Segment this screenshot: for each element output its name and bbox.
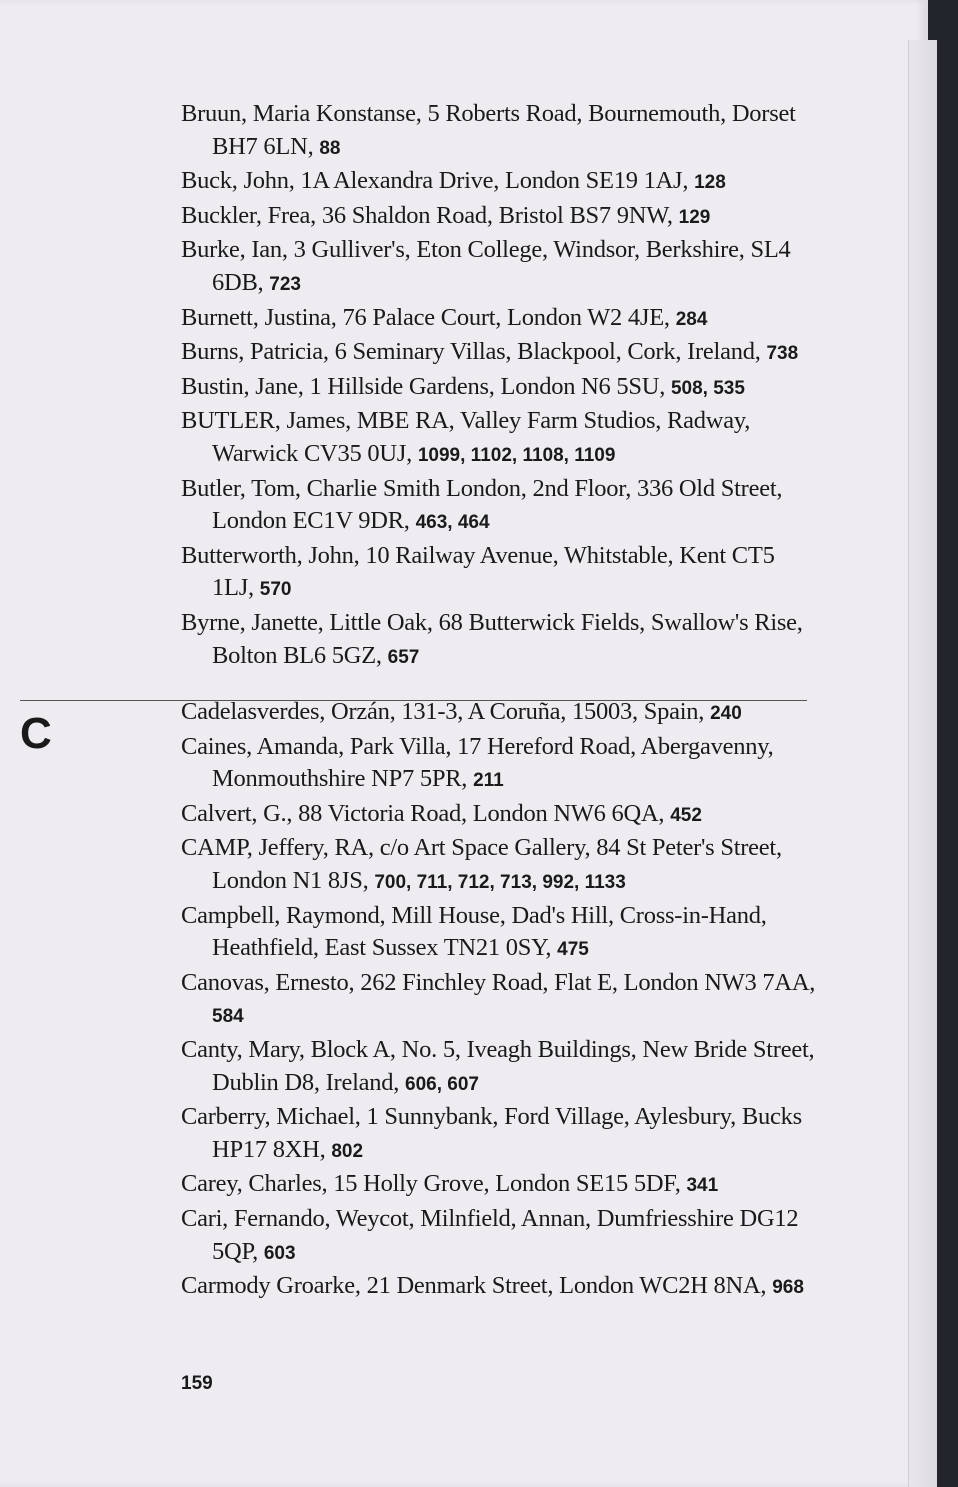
- entry-pages: 452: [670, 804, 702, 826]
- entry-text: Carey, Charles, 15 Holly Grove, London SE15 5DF,: [181, 1170, 681, 1198]
- entry-pages: 211: [473, 770, 504, 792]
- index-entry: [181, 234, 821, 301]
- entry-text: CAMP, Jeffery, RA, c/o Art Space Gallery, 84 St Peter's Street, London N1 8JS,: [181, 834, 782, 895]
- page-number: 159: [181, 1373, 213, 1394]
- entry-text: Buckler, Frea, 36 Shaldon Road, Bristol BS7 9NW,: [181, 201, 673, 229]
- section-divider: [20, 700, 807, 701]
- index-entry: [181, 798, 821, 833]
- index-entry: [181, 1203, 821, 1270]
- entry-pages: 284: [675, 308, 708, 330]
- index-entry: [181, 405, 821, 472]
- entry-pages: 700, 711, 712, 713, 992, 1133: [374, 872, 626, 894]
- entry-text: Carberry, Michael, 1 Sunnybank, Ford Village, Aylesbury, Bucks HP17 8XH,: [181, 1103, 802, 1163]
- index-entry: [181, 731, 821, 798]
- index-entry: [181, 900, 821, 967]
- entry-pages: 584: [212, 1006, 244, 1028]
- entry-text: Bustin, Jane, 1 Hillside Gardens, London N6 5SU,: [181, 372, 666, 400]
- section-gap: [181, 674, 821, 696]
- entry-text: Campbell, Raymond, Mill House, Dad's Hill, Cross-in-Hand, Heathfield, East Sussex TN21 0SY,: [181, 901, 767, 962]
- entry-text: Butler, Tom, Charlie Smith London, 2nd Floor, 336 Old Street, London EC1V 9DR,: [181, 474, 783, 535]
- index-entry: [181, 832, 821, 899]
- entry-pages: 1099, 1102, 1108, 1109: [417, 444, 616, 466]
- index-entry: [181, 1034, 821, 1101]
- entry-text: Canovas, Ernesto, 262 Finchley Road, Flat E, London NW3 7AA,: [181, 968, 816, 996]
- entry-pages: 128: [694, 172, 726, 194]
- index-entry: [181, 200, 821, 235]
- entry-text: Cari, Fernando, Weycot, Milnfield, Annan, Dumfriesshire DG12 5QP,: [181, 1205, 799, 1265]
- index-entry: [181, 473, 821, 540]
- section-letter: C: [20, 709, 52, 758]
- page-edge: [908, 40, 937, 1487]
- entry-text: Caines, Amanda, Park Villa, 17 Hereford Road, Abergavenny, Monmouthshire NP7 5PR,: [181, 732, 774, 793]
- entry-pages: 606, 607: [405, 1073, 479, 1095]
- index-entry: [181, 540, 821, 607]
- entry-pages: 723: [269, 273, 301, 295]
- entry-pages: 341: [686, 1175, 719, 1197]
- index-entry: [181, 607, 821, 674]
- entry-pages: 88: [319, 137, 341, 159]
- entry-pages: 463, 464: [415, 512, 490, 534]
- entry-text: Burke, Ian, 3 Gulliver's, Eton College, Windsor, Berkshire, SL4 6DB,: [181, 236, 791, 296]
- index-entry: [181, 371, 821, 406]
- entry-text: Butterworth, John, 10 Railway Avenue, Whitstable, Kent CT5 1LJ,: [181, 541, 775, 602]
- index-entry: [181, 1270, 821, 1305]
- index-entry: [181, 696, 821, 731]
- entry-pages: 570: [259, 579, 292, 601]
- entry-pages: 802: [331, 1140, 364, 1162]
- entry-pages: 603: [263, 1242, 296, 1264]
- entry-pages: 968: [772, 1277, 804, 1299]
- entry-text: Cadelasverdes, Orzán, 131-3, A Coruña, 15003, Spain,: [181, 698, 705, 726]
- index-entry: [181, 1101, 821, 1168]
- entry-text: Bruun, Maria Konstanse, 5 Roberts Road, Bournemouth, Dorset BH7 6LN,: [181, 100, 796, 160]
- entry-text: Burns, Patricia, 6 Seminary Villas, Blackpool, Cork, Ireland,: [181, 338, 761, 366]
- index-entry: [181, 336, 821, 371]
- entry-pages: 475: [557, 939, 589, 961]
- entry-pages: 738: [766, 343, 799, 365]
- entry-text: BUTLER, James, MBE RA, Valley Farm Studios, Radway, Warwick CV35 0UJ,: [181, 407, 751, 467]
- index-entry: [181, 165, 821, 200]
- entry-pages: 129: [678, 206, 711, 228]
- entry-pages: 657: [387, 646, 420, 668]
- index-entry: [181, 302, 821, 337]
- index-entry: [181, 967, 821, 1034]
- entry-text: Carmody Groarke, 21 Denmark Street, London WC2H 8NA,: [181, 1272, 767, 1300]
- entry-text: Buck, John, 1A Alexandra Drive, London SE19 1AJ,: [181, 167, 689, 195]
- index-entry: [181, 1168, 821, 1203]
- entry-pages: 240: [710, 703, 742, 725]
- entry-text: Calvert, G., 88 Victoria Road, London NW6 6QA,: [181, 799, 665, 827]
- entry-text: Burnett, Justina, 76 Palace Court, London W2 4JE,: [181, 303, 670, 331]
- index-entry: [181, 98, 821, 165]
- entry-pages: 508, 535: [670, 377, 745, 399]
- index-list: [181, 98, 821, 1305]
- entry-text: Byrne, Janette, Little Oak, 68 Butterwick Fields, Swallow's Rise, Bolton BL6 5GZ,: [181, 608, 803, 669]
- entry-text: Canty, Mary, Block A, No. 5, Iveagh Buildings, New Bride Street, Dublin D8, Ireland,: [181, 1036, 815, 1096]
